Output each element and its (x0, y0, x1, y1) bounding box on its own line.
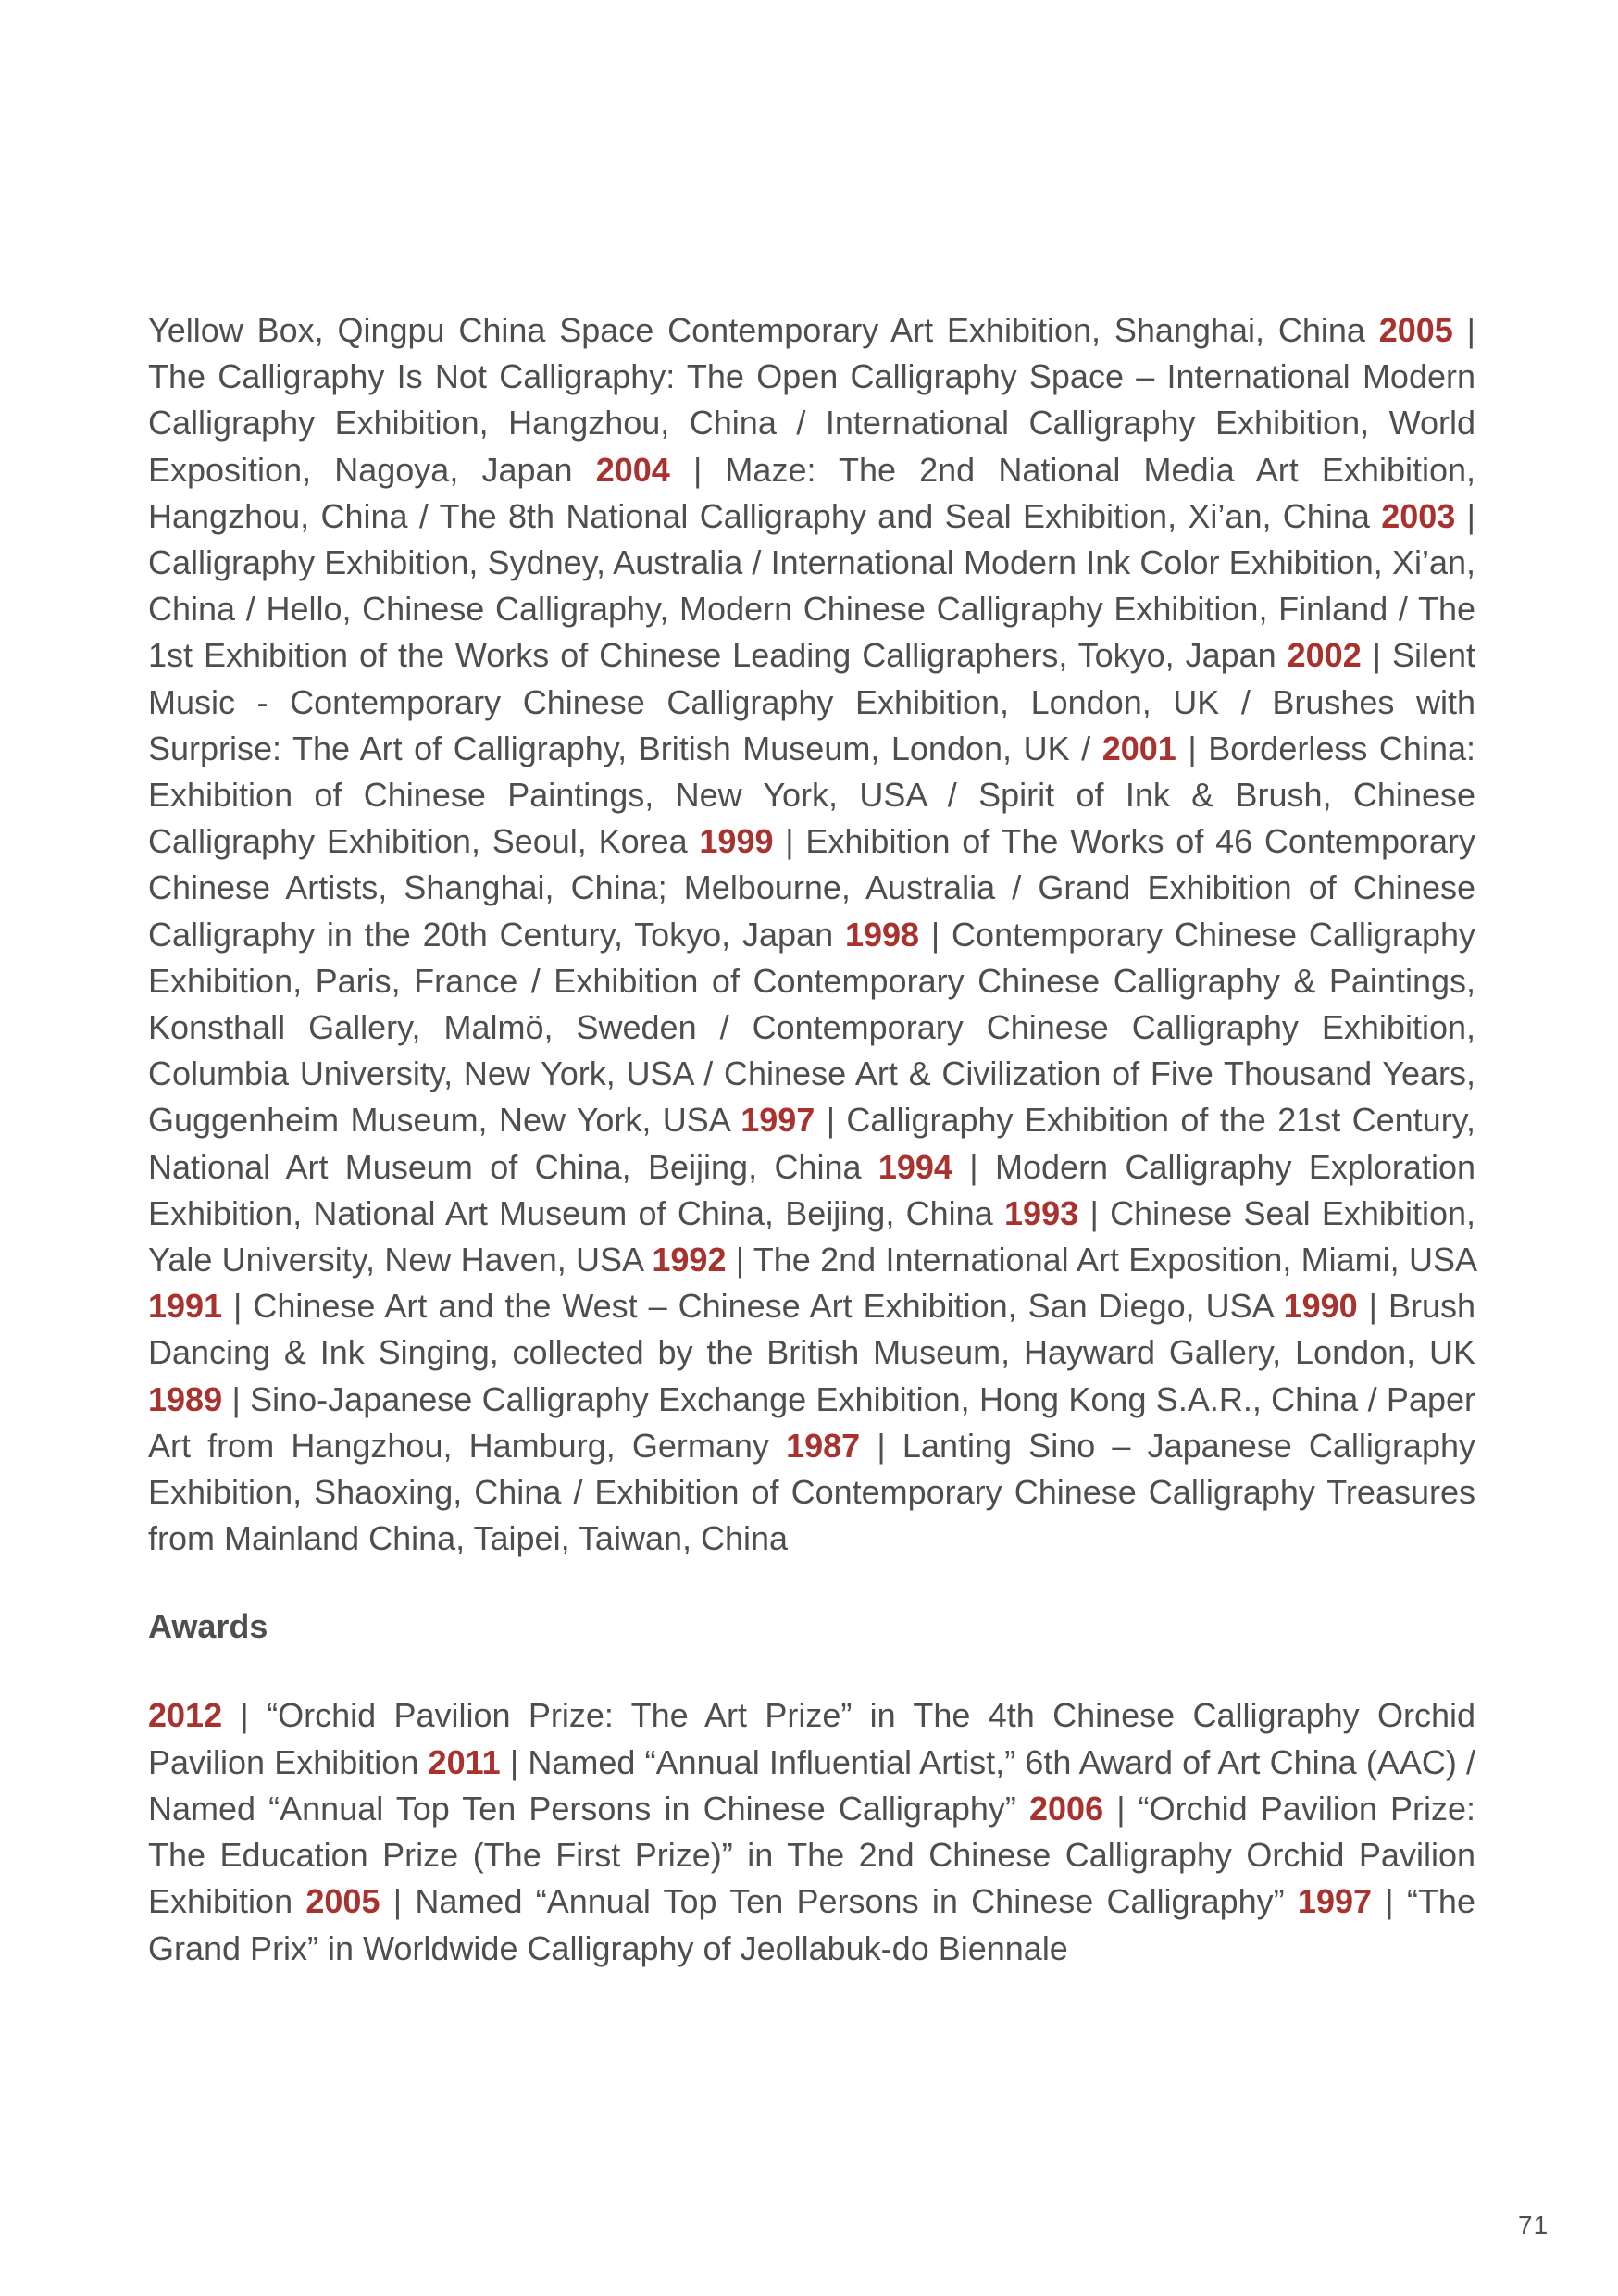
text-segment: | Borderless China: Exhibition of Chinese Paintings, New York, USA / Spirit of Ink & Brush, Chinese Calligraphy Exhibition, Seoul, Korea (148, 729, 1475, 861)
text-segment: | “The Grand Prix” in Worldwide Calligraphy of Jeollabuk-do Biennale (148, 1882, 1475, 1967)
year-marker: 1993 (1004, 1193, 1079, 1232)
text-segment: | Brush Dancing & Ink Singing, collected by the British Museum, Hayward Gallery, London, UK (148, 1287, 1475, 1372)
year-marker: 2005 (305, 1882, 380, 1921)
year-marker: 1997 (741, 1101, 815, 1140)
text-segment: | Modern Calligraphy Exploration Exhibition, National Art Museum of China, Beijing, China (148, 1147, 1475, 1232)
year-marker: 2003 (1381, 496, 1456, 535)
year-marker: 2001 (1101, 729, 1176, 767)
text-segment: | The Calligraphy Is Not Calligraphy: The Open Calligraphy Space – International Modern Calligraphy Exhibition, Hangzhou, China / International Calligraphy Exhibition, World Exposition, Nagoya, Japan (148, 311, 1475, 489)
text-segment: | Named “Annual Influential Artist,” 6th Award of Art China (AAC) / Named “Annual Top Ten Persons in Chinese Calligraphy” (148, 1742, 1476, 1828)
year-marker: 2006 (1029, 1789, 1104, 1828)
year-marker: 2005 (1378, 311, 1453, 349)
awards-heading: Awards (148, 1607, 268, 1646)
year-marker: 1999 (699, 822, 774, 861)
awards-paragraph (148, 1692, 1475, 1971)
text-segment: | Lanting Sino – Japanese Calligraphy Exhibition, Shaoxing, China / Exhibition of Contemporary Chinese Calligraphy Treasures from Mainland China, Taipei, Taiwan, China (148, 1426, 1475, 1558)
text-segment: | Calligraphy Exhibition, Sydney, Australia / International Modern Ink Color Exhibition, Xi’an, China / Hello, Chinese Calligraphy, Modern Chinese Calligraphy Exhibition, Finland / The 1st Exhibition of the Works of Chinese Leading Calligraphers, Tokyo, Japan (148, 496, 1476, 675)
year-marker: 1994 (877, 1147, 952, 1186)
year-marker: 1987 (786, 1426, 861, 1465)
year-marker: 1990 (1283, 1287, 1358, 1326)
text-segment: | Silent Music - Contemporary Chinese Calligraphy Exhibition, London, UK / Brushes with Surprise: The Art of Calligraphy, British Museum, London, UK / (148, 636, 1475, 767)
document-page (148, 307, 1475, 1972)
text-segment: | Maze: The 2nd National Media Art Exhibition, Hangzhou, China / The 8th National Calligraphy and Seal Exhibition, Xi’an, China (148, 450, 1476, 535)
text-segment: | Exhibition of The Works of 46 Contemporary Chinese Artists, Shanghai, China; Melbourne, Australia / Grand Exhibition of Chinese Calligraphy in the 20th Century, Tokyo, Japan (148, 822, 1475, 954)
year-marker: 2002 (1287, 636, 1362, 675)
year-marker: 1992 (652, 1241, 727, 1279)
text-segment: | Contemporary Chinese Calligraphy Exhibition, Paris, France / Exhibition of Contemporary Chinese Calligraphy & Paintings, Konsthall Gallery, Malmö, Sweden / Contemporary Chinese Calligraphy Exhibition, Columbia University, New York, USA / Chinese Art & Civilization of Five Thousand Years, Guggenheim Museum, New York, USA (148, 915, 1475, 1140)
text-segment: | Chinese Art and the West – Chinese Art Exhibition, San Diego, USA (222, 1287, 1284, 1326)
text-segment: | “Orchid Pavilion Prize: The Art Prize” in The 4th Chinese Calligraphy Orchid Pavilion Exhibition (148, 1696, 1475, 1781)
year-marker: 2004 (595, 450, 670, 489)
year-marker: 2011 (428, 1742, 501, 1781)
text-segment: | Calligraphy Exhibition of the 21st Century, National Art Museum of China, Beijing, China (148, 1101, 1476, 1186)
text-segment: | “Orchid Pavilion Prize: The Education Prize (The First Prize)” in The 2nd Chinese Calligraphy Orchid Pavilion Exhibition (148, 1789, 1475, 1921)
page-number: 71 (1518, 2211, 1550, 2240)
text-segment: | Sino-Japanese Calligraphy Exchange Exhibition, Hong Kong S.A.R., China / Paper Art from Hangzhou, Hamburg, Germany (148, 1379, 1475, 1465)
text-segment: | Named “Annual Top Ten Persons in Chinese Calligraphy” (380, 1882, 1298, 1921)
text-segment: | The 2nd International Art Exposition, Miami, USA (726, 1241, 1475, 1279)
year-marker: 1989 (148, 1379, 223, 1418)
text-segment: Yellow Box, Qingpu China Space Contemporary Art Exhibition, Shanghai, China (148, 311, 1379, 349)
year-marker: 2012 (148, 1696, 223, 1735)
exhibitions-paragraph (148, 307, 1475, 1562)
year-marker: 1991 (148, 1287, 223, 1326)
year-marker: 1997 (1297, 1882, 1373, 1921)
year-marker: 1998 (844, 915, 920, 954)
text-segment: | Chinese Seal Exhibition, Yale University, New Haven, USA (148, 1193, 1475, 1279)
